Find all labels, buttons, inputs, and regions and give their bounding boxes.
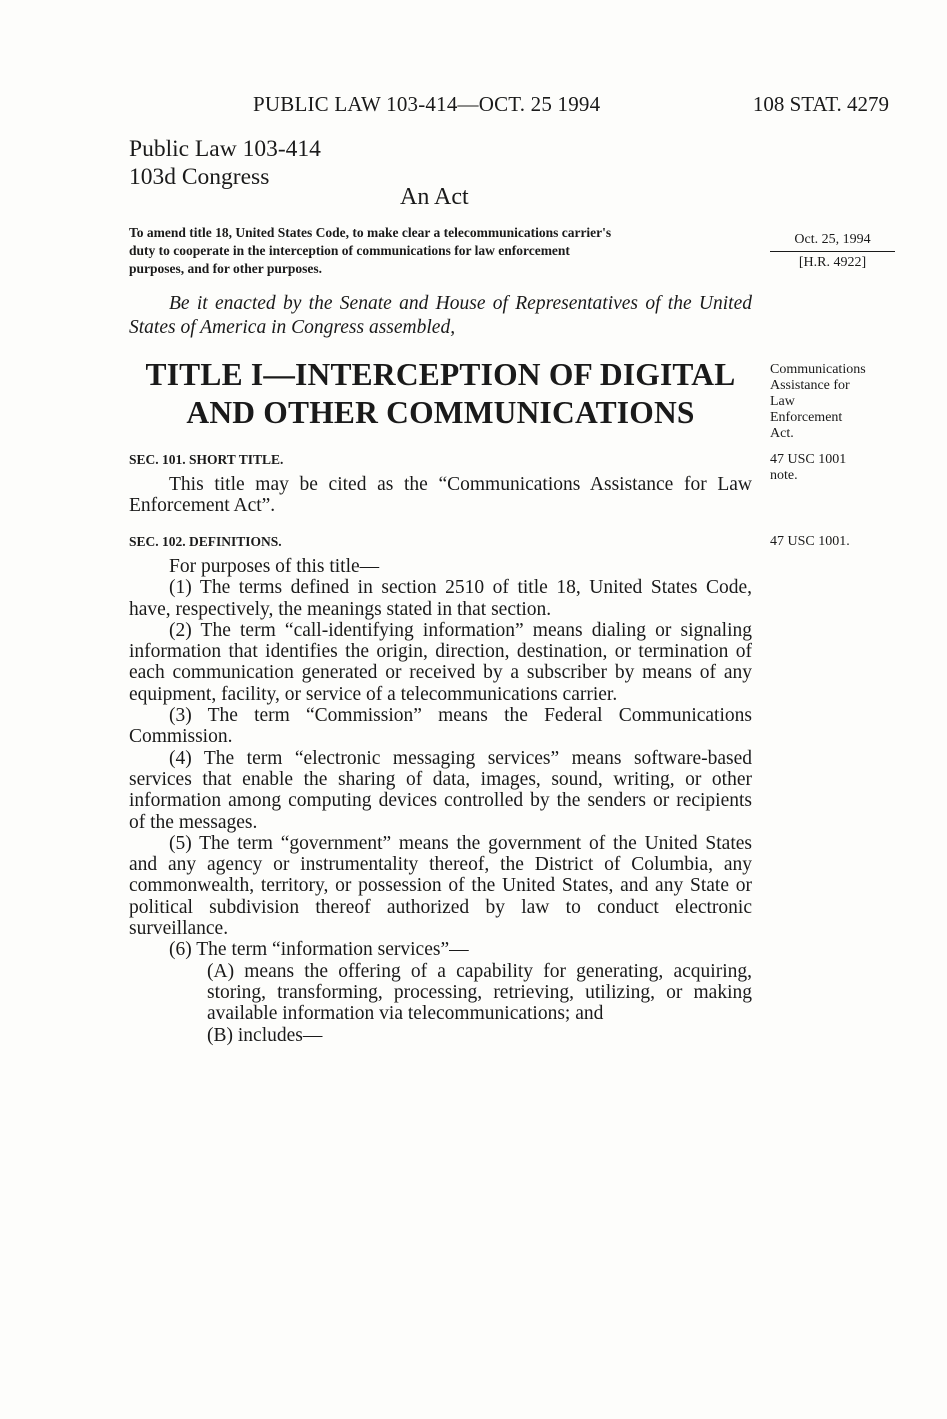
sec101-text <box>129 474 752 517</box>
congress-number: 103d Congress <box>129 164 270 190</box>
purpose-line: purposes, and for other purposes. <box>129 261 323 276</box>
law-designation <box>129 135 321 191</box>
margin-note-sec101 <box>770 452 846 484</box>
purpose-clause <box>129 224 752 278</box>
definition-item: (6) The term “information services”— <box>169 939 469 961</box>
sec101-paragraph: This title may be cited as the “Communications Assistance for Law Enforcement Act”. <box>129 474 752 517</box>
margin-enactment-date: Oct. 25, 1994 <box>770 232 895 252</box>
definition-item: (5) The term “government” means the government of the United States and any agency or instrumentality thereof, the District of Columbia, any commonwealth, territory, or possession of the United States, and any State or political subdivision thereof authorized by law to conduct electronic surveillance. <box>129 832 752 940</box>
margin-note-line: Act. <box>770 426 794 441</box>
margin-note-line: note. <box>770 468 798 483</box>
title-heading-line: AND OTHER COMMUNICATIONS <box>186 395 695 430</box>
margin-note-line: Law <box>770 394 795 409</box>
definitions-intro: For purposes of this title— <box>169 556 380 577</box>
definition-item: (4) The term “electronic messaging services” means software-based services that enable the sharing of data, images, sound, writing, or other information among computing devices controlled by the senders or recipients of the messages. <box>129 747 752 833</box>
definitions-block <box>129 556 752 1046</box>
definition-subitem-a: (A) means the offering of a capability for generating, acquiring, storing, transforming, processing, retrieving, utilizing, or making available information via telecommunications; and <box>207 960 752 1025</box>
stat-page-number: 108 STAT. 4279 <box>752 92 889 116</box>
running-head: PUBLIC LAW 103-414—OCT. 25 1994 <box>253 92 601 116</box>
act-heading: An Act <box>400 184 469 210</box>
title-heading <box>129 356 752 432</box>
margin-note-line: Enforcement <box>770 410 843 425</box>
sec102-heading: SEC. 102. DEFINITIONS. <box>129 534 282 549</box>
purpose-line: duty to cooperate in the interception of communications for law enforcement <box>129 243 570 258</box>
sec101-heading: SEC. 101. SHORT TITLE. <box>129 452 284 467</box>
enacting-clause: Be it enacted by the Senate and House of Representatives of the United States of America in Congress assembled, <box>129 293 752 338</box>
definition-item: (2) The term “call-identifying information” means dialing or signaling information that identifies the origin, direction, destination, or termination of each communication generated or received by a subscriber by means of any equipment, facility, or service of a telecommunications carrier. <box>129 619 752 705</box>
margin-note-act-name <box>770 362 866 442</box>
definition-subitem-b: (B) includes— <box>207 1024 323 1046</box>
definition-item: (1) The terms defined in section 2510 of title 18, United States Code, have, respectively, the meanings stated in that section. <box>129 577 752 620</box>
margin-note-line: Communications <box>770 362 866 377</box>
margin-note-line: 47 USC 1001 <box>770 452 847 467</box>
definition-item: (3) The term “Commission” means the Federal Communications Commission. <box>129 705 752 748</box>
public-law-number: Public Law 103-414 <box>129 136 321 162</box>
margin-note-line: Assistance for <box>770 378 850 393</box>
title-heading-line: TITLE I—INTERCEPTION OF DIGITAL <box>145 357 736 392</box>
purpose-line: To amend title 18, United States Code, to make clear a telecommunications carrier's <box>129 225 612 240</box>
margin-bill-number: [H.R. 4922] <box>798 255 867 270</box>
margin-note-sec102: 47 USC 1001. <box>770 534 850 549</box>
